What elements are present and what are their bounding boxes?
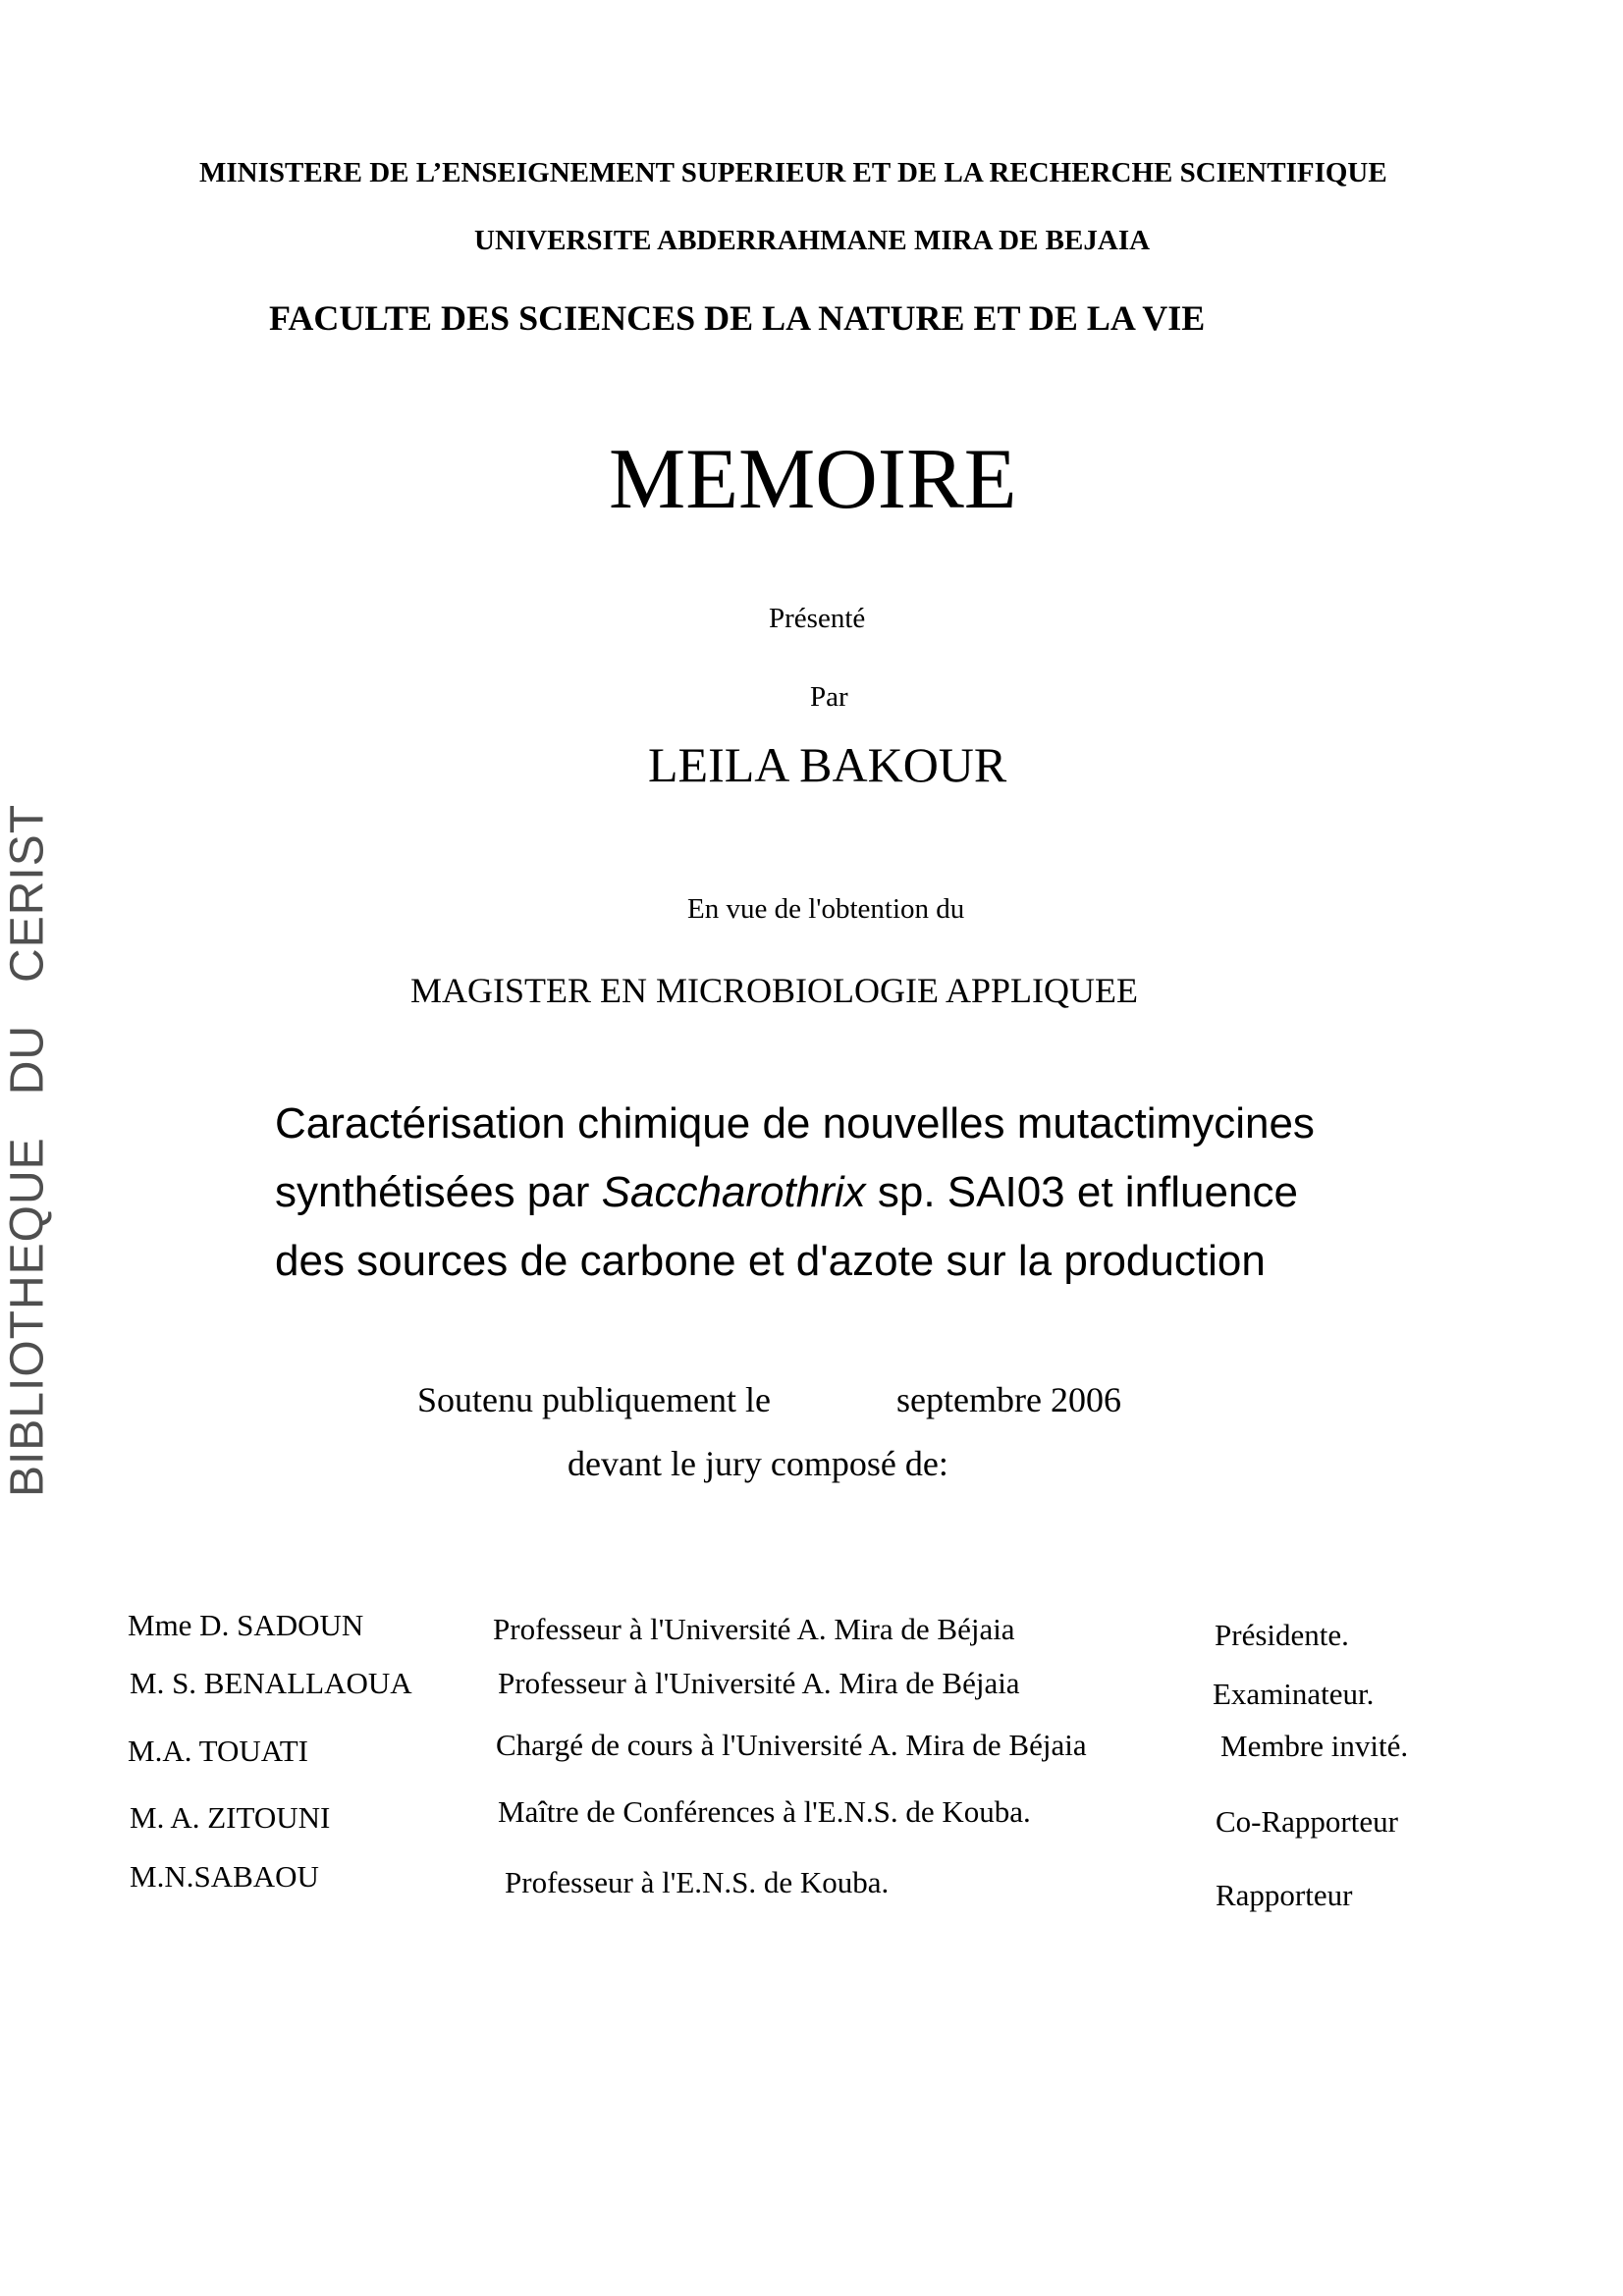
jury-member-role: Présidente. [1215,1618,1349,1652]
jury-member-role: Examinateur. [1213,1677,1375,1711]
jury-member-name: M. A. ZITOUNI [130,1800,331,1835]
jury-member-name: M. S. BENALLAOUA [130,1666,412,1700]
jury-member-role: Co-Rapporteur [1216,1804,1398,1839]
thesis-title-line-2-end: sp. SAI03 et influence [865,1168,1298,1216]
jury-member-title: Professeur à l'Université A. Mira de Béjaia [493,1612,1015,1646]
jury-member-name: M.A. TOUATI [128,1734,309,1768]
defense-date: septembre 2006 [896,1380,1121,1419]
document-type-title: MEMOIRE [609,432,1017,527]
thesis-title [275,1090,1315,1296]
jury-member-role: Rapporteur [1216,1878,1353,1912]
thesis-title-line-2 [275,1158,1315,1227]
thesis-title-line-3: des sources de carbone et d'azote sur la production [275,1237,1266,1285]
thesis-title-line-1: Caractérisation chimique de nouvelles mutactimycines [275,1099,1315,1148]
jury-member-title: Chargé de cours à l'Université A. Mira de Béjaia [496,1728,1087,1762]
jury-member-role: Membre invité. [1220,1729,1409,1763]
university-heading: UNIVERSITE ABDERRAHMANE MIRA DE BEJAIA [474,225,1151,256]
jury-member-name: M.N.SABAOU [130,1859,319,1894]
author-name: LEILA BAKOUR [648,737,1007,792]
organism-genus: Saccharothrix [601,1168,866,1216]
defense-label: Soutenu publiquement le [417,1380,771,1419]
jury-member-title: Professeur à l'Université A. Mira de Béjaia [498,1666,1020,1700]
jury-member-name: Mme D. SADOUN [128,1608,364,1642]
faculty-heading: FACULTE DES SCIENCES DE LA NATURE ET DE LA VIE [269,298,1206,338]
jury-intro: devant le jury composé de: [568,1444,948,1483]
degree-name: MAGISTER EN MICROBIOLOGIE APPLIQUEE [410,971,1138,1010]
library-stamp: BIBLIOTHEQUE DU CERIST [1,803,54,1498]
jury-member-title: Maître de Conférences à l'E.N.S. de Kouba. [498,1794,1031,1829]
obtention-label: En vue de l'obtention du [687,893,965,925]
ministry-heading: MINISTERE DE L’ENSEIGNEMENT SUPERIEUR ET DE LA RECHERCHE SCIENTIFIQUE [199,157,1387,188]
by-label: Par [810,681,848,713]
presented-label: Présenté [769,603,866,634]
jury-member-title: Professeur à l'E.N.S. de Kouba. [505,1865,890,1899]
thesis-title-line-2-start: synthétisées par [275,1168,602,1216]
